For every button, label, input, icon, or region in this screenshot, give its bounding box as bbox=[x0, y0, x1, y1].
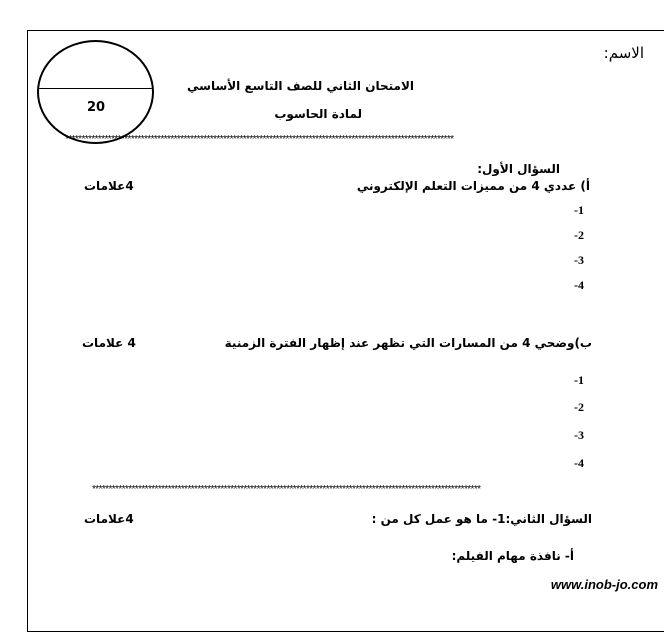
watermark: www.inob-jo.com bbox=[550, 577, 658, 592]
separator-line: ********************************************************************************************************************** bbox=[65, 134, 454, 145]
answer-line-number: -2 bbox=[574, 400, 584, 414]
question-1b-marks: 4 علامات bbox=[82, 336, 136, 350]
answer-line-number: -3 bbox=[574, 253, 584, 267]
separator-line: ********************************************************************************************************************** bbox=[92, 484, 481, 495]
total-score: 20 bbox=[87, 100, 106, 115]
question-1b-text: ب)وضحي 4 من المسارات التي تظهر عند إظهار الفترة الزمنية bbox=[224, 336, 592, 350]
question-2-marks: 4علامات bbox=[84, 512, 134, 526]
answer-line-number: -1 bbox=[574, 373, 584, 387]
answer-line-number: -1 bbox=[574, 203, 584, 217]
name-label: الاسم: bbox=[603, 44, 644, 62]
answer-line-number: -4 bbox=[574, 456, 584, 470]
question-1a-text: أ) عددي 4 من مميزات التعلم الإلكتروني bbox=[356, 179, 590, 193]
exam-title: الامتحان الثاني للصف التاسع الأساسي bbox=[187, 79, 414, 93]
score-ellipse bbox=[37, 40, 154, 144]
answer-line-number: -3 bbox=[574, 428, 584, 442]
answer-line-number: -2 bbox=[574, 228, 584, 242]
exam-subject: لمادة الحاسوب bbox=[274, 107, 362, 121]
question-1a-marks: 4علامات bbox=[84, 179, 134, 193]
question-2-title: السؤال الثاني:1- ما هو عمل كل من : bbox=[371, 512, 592, 526]
question-2a-text: أ- نافذة مهام الفيلم: bbox=[451, 549, 574, 563]
answer-line-number: -4 bbox=[574, 278, 584, 292]
question-1-title: السؤال الأول: bbox=[477, 162, 560, 176]
